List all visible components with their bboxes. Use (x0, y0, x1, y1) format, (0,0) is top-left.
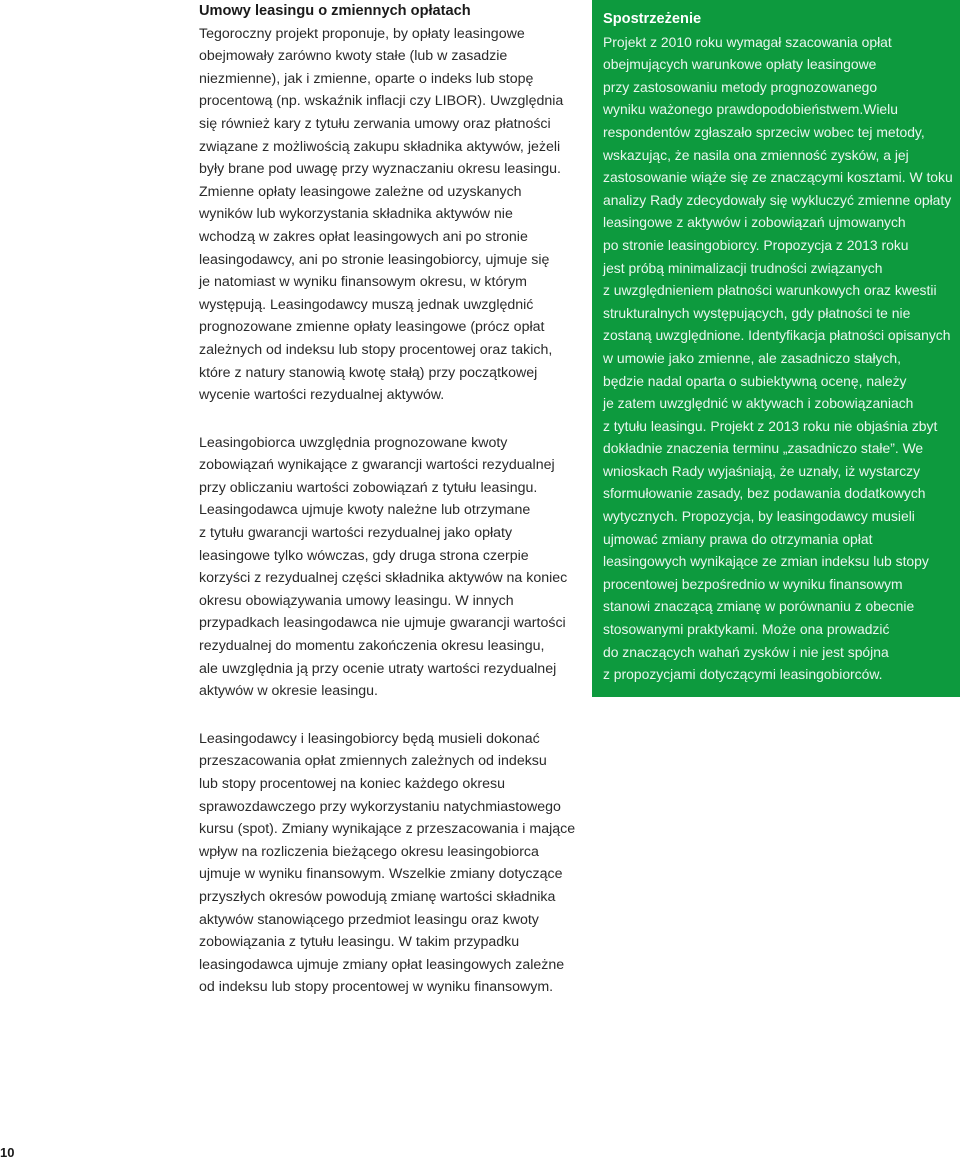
section-heading: Umowy leasingu o zmiennych opłatach (199, 3, 471, 19)
paragraph-2 (199, 432, 571, 703)
text-line: obejmowały zarówno kwoty stałe (lub w zasadzie (199, 48, 508, 65)
text-line: kursu (spot). Zmiany wynikające z przeszacowania i mające (199, 821, 576, 838)
text-line: wyniku ważonego prawdopodobieństwem.Wielu (603, 101, 898, 118)
text-line: je natomiast w wyniku finansowym okresu, w którym (199, 274, 527, 291)
text-line: stanowi znaczącą zmianę w porównaniu z obecnie (603, 598, 915, 615)
paragraph-gap (199, 407, 571, 432)
text-line: przy zastosowaniu metody prognozowanego (603, 78, 878, 95)
insight-sidebar-content (603, 8, 955, 686)
text-line: ale uwzględnia ją przy ocenie utraty wartości rezydualnej (199, 660, 557, 677)
text-line: w umowie jako zmienne, ale zasadniczo stałych, (603, 349, 902, 366)
text-line: z tytułu gwarancji wartości rezydualnej jako opłaty (199, 525, 513, 542)
text-line: Leasingodawcy i leasingobiorcy będą musieli dokonać (199, 730, 540, 747)
text-line: które z natury stanowią kwotę stałą) przy początkowej (199, 364, 538, 381)
text-line: z propozycjami dotyczącymi leasingobiorców. (603, 666, 883, 683)
text-line: zależnych od indeksu lub stopy procentowej oraz takich, (199, 341, 553, 358)
text-line: występują. Leasingodawcy muszą jednak uwzględnić (199, 296, 534, 313)
text-line: przypadkach leasingodawca nie ujmuje gwarancji wartości (199, 615, 566, 632)
text-line: aktywów stanowiącego przedmiot leasingu oraz kwoty (199, 911, 539, 928)
text-line: stosowanymi praktykami. Może ona prowadzić (603, 621, 890, 638)
main-column (199, 0, 576, 999)
text-line: związane z możliwością zakupu składnika aktywów, jeżeli (199, 138, 561, 155)
text-line: jest próbą minimalizacji trudności związanych (603, 259, 883, 276)
text-line: ujmuje w wyniku finansowym. Wszelkie zmiany dotyczące (199, 866, 563, 883)
text-line: przeszacowania opłat zmiennych zależnych od indeksu (199, 753, 547, 770)
text-line: sprawozdawczego przy wykorzystaniu natychmiastowego (199, 798, 561, 815)
text-line: sformułowanie zasady, bez podawania dodatkowych (603, 485, 926, 502)
text-line: z uwzględnieniem płatności warunkowych oraz kwestii (603, 282, 937, 299)
text-line: wchodzą w zakres opłat leasingowych ani po stronie (199, 228, 528, 245)
text-line: korzyści z rezydualnej części składnika aktywów na koniec (199, 570, 568, 587)
text-line: dokładnie znaczenia terminu „zasadniczo stałe”. We (603, 440, 924, 457)
text-line: od indeksu lub stopy procentowej w wyniku finansowym. (199, 979, 554, 996)
text-line: leasingodawcy, ani po stronie leasingobiorcy, ujmuje się (199, 251, 550, 268)
text-line: zostaną uwzględnione. Identyfikacja płatności opisanych (603, 327, 951, 344)
paragraph-3 (199, 728, 576, 999)
text-line: wskazując, że nasila ona zmienność zysków, a jej (603, 146, 909, 163)
text-line: wnioskach Rady wyjaśniają, że uznały, iż wystarczy (603, 462, 921, 479)
text-line: z tytułu leasingu. Projekt z 2013 roku nie objaśnia zbyt (603, 417, 938, 434)
text-line: zobowiązań wynikające z gwarancji wartości rezydualnej (199, 457, 555, 474)
text-line: analizy Rady zdecydowały się wykluczyć zmienne opłaty (603, 191, 952, 208)
text-line: procentową (np. wskaźnik inflacji czy LIBOR). Uwzględnia (199, 93, 564, 110)
text-line: aktywów w okresie leasingu. (199, 683, 378, 700)
text-line: były brane pod uwagę przy wyznaczaniu okresu leasingu. (199, 161, 561, 178)
text-line: procentowej bezpośrednio w wyniku finansowym (603, 575, 903, 592)
text-line: prognozowane zmienne opłaty leasingowe (prócz opłat (199, 319, 545, 336)
paragraph-1 (199, 23, 571, 407)
text-line: przy obliczaniu wartości zobowiązań z tytułu leasingu. (199, 479, 538, 496)
text-line: się również kary z tytułu zerwania umowy oraz płatności (199, 115, 551, 132)
text-line: Zmienne opłaty leasingowe zależne od uzyskanych (199, 183, 522, 200)
text-line: respondentów zgłaszało sprzeciw wobec tej metody, (603, 123, 925, 140)
text-line: leasingowe z aktywów i zobowiązań ujmowanych (603, 214, 906, 231)
text-line: zobowiązania z tytułu leasingu. W takim przypadku (199, 934, 520, 951)
text-line: leasingodawca ujmuje zmiany opłat leasingowych zależne (199, 956, 565, 973)
text-line: do znaczących wahań zysków i nie jest spójna (603, 643, 889, 660)
text-line: Leasingodawca ujmuje kwoty należne lub otrzymane (199, 502, 531, 519)
text-line: wpływ na rozliczenia bieżącego okresu leasingobiorca (199, 843, 539, 860)
text-line: Tegoroczny projekt proponuje, by opłaty leasingowe (199, 25, 525, 42)
insight-sidebar (592, 0, 960, 697)
text-line: leasingowych wynikające ze zmian indeksu lub stopy (603, 553, 929, 570)
text-line: rezydualnej do momentu zakończenia okresu leasingu, (199, 638, 545, 655)
text-line: obejmujących warunkowe opłaty leasingowe (603, 56, 877, 73)
text-line: wyników lub wykorzystania składnika aktywów nie (199, 206, 513, 223)
text-line: je zatem uwzględnić w aktywach i zobowiązaniach (603, 395, 914, 412)
text-line: wycenie wartości rezydualnej aktywów. (199, 387, 445, 404)
text-line: ujmować zmiany prawa do otrzymania opłat (603, 530, 873, 547)
text-line: strukturalnych występujących, gdy płatności te nie (603, 304, 911, 321)
text-line: okresu obowiązywania umowy leasingu. W innych (199, 592, 514, 609)
text-line: będzie nadal oparta o subiektywną ocenę, należy (603, 372, 907, 389)
text-line: leasingowe tylko wówczas, gdy druga strona czerpie (199, 547, 529, 564)
text-line: Leasingobiorca uwzględnia prognozowane kwoty (199, 434, 508, 451)
text-line: niezmienne), jak i zmienne, oparte o indeks lub stopę (199, 70, 534, 87)
text-line: po stronie leasingobiorcy. Propozycja z 2013 roku (603, 236, 909, 253)
insight-text (603, 31, 955, 686)
page-number: 10 (0, 1145, 15, 1160)
text-line: lub stopy procentowej na koniec każdego okresu (199, 776, 506, 792)
text-line: zastosowanie wiąże się ze znaczącymi kosztami. W toku (603, 169, 953, 186)
insight-title: Spostrzeżenie (603, 11, 702, 27)
text-line: wytycznych. Propozycja, by leasingodawcy musieli (603, 508, 915, 525)
text-line: przyszłych okresów powodują zmianę wartości składnika (199, 888, 556, 905)
text-line: Projekt z 2010 roku wymagał szacowania opłat (603, 33, 892, 50)
paragraph-gap (199, 703, 571, 728)
